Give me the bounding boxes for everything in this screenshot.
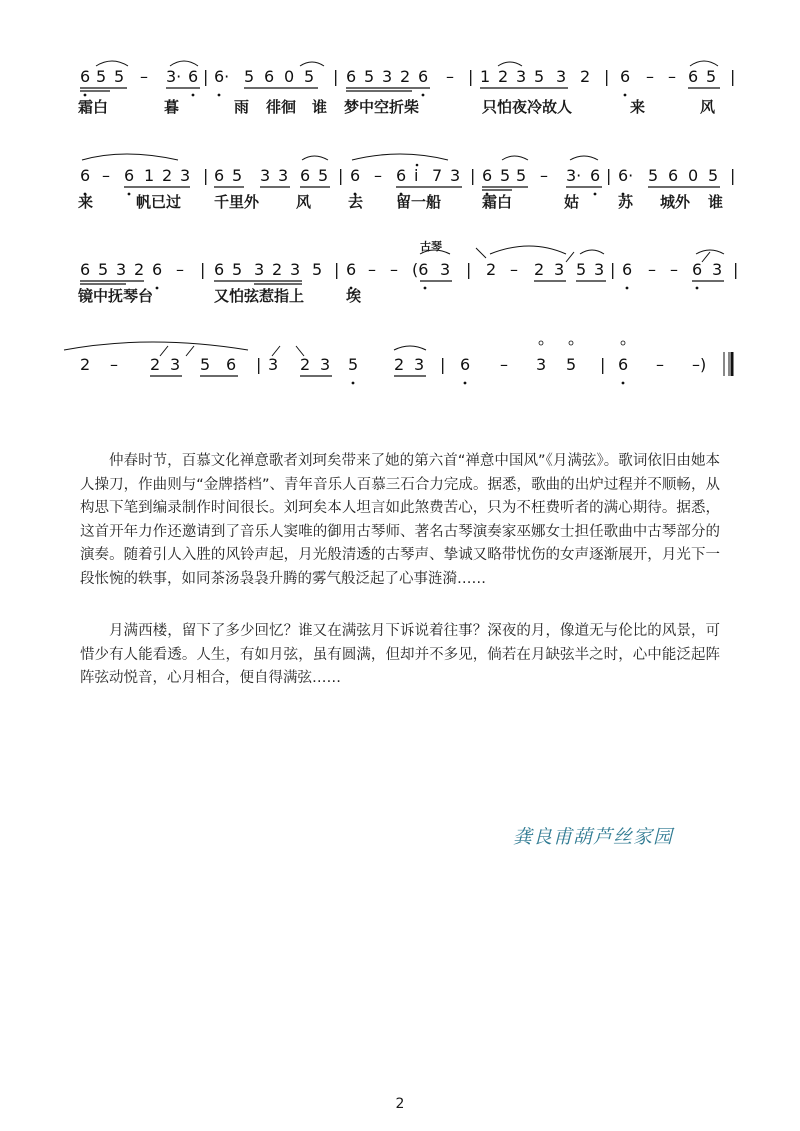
lyric: 梦中空折柴 — [344, 98, 420, 116]
lyric: 留一船 — [396, 193, 442, 211]
lyric: 谁 — [708, 193, 724, 211]
svg-text:–: – — [140, 67, 148, 86]
svg-text:–: – — [670, 260, 678, 279]
svg-text:6: 6 — [264, 67, 275, 86]
svg-text:–: – — [668, 67, 676, 86]
jianpu-score — [0, 0, 800, 400]
svg-text:3: 3 — [556, 67, 567, 86]
svg-text:6: 6 — [590, 166, 601, 185]
svg-text:|: | — [203, 166, 209, 185]
svg-text:5: 5 — [114, 67, 125, 86]
svg-text:3: 3 — [440, 260, 451, 279]
svg-text:6: 6 — [622, 260, 633, 279]
svg-text:|: | — [606, 166, 612, 185]
svg-text:3: 3 — [290, 260, 301, 279]
site-signature: 龚良甫葫芦丝家园 — [513, 826, 674, 848]
article-paragraph-2: 月满西楼，留下了多少回忆？谁又在满弦月下诉说着往事？深夜的月，像道无与伦比的风景，可惜少有人能看透。人生，有如月弦，虽有圆满，但却并不多见，倘若在月缺弦半之时，心中能泛起阵阵弦动悦音，心月相合，便自得满弦…… — [80, 623, 720, 686]
svg-text:–: – — [176, 260, 184, 279]
svg-text:|: | — [470, 166, 476, 185]
svg-text:i: i — [414, 166, 419, 185]
lyric: 暮 — [164, 98, 180, 116]
svg-text:6: 6 — [668, 166, 679, 185]
lyric: 风 — [700, 98, 716, 116]
score-row-2 — [80, 154, 735, 195]
lyric: 姑 — [564, 193, 580, 211]
svg-text:0: 0 — [688, 166, 699, 185]
svg-text:–): –) — [692, 355, 707, 374]
svg-text:|: | — [730, 166, 736, 185]
svg-text:2: 2 — [580, 67, 591, 86]
svg-text:6: 6 — [80, 166, 91, 185]
svg-text:–: – — [374, 166, 382, 185]
svg-text:2: 2 — [394, 355, 405, 374]
svg-text:5: 5 — [566, 355, 577, 374]
svg-text:6: 6 — [346, 260, 357, 279]
svg-text:2: 2 — [300, 355, 311, 374]
svg-text:6: 6 — [226, 355, 237, 374]
svg-text:6·: 6· — [618, 166, 634, 185]
svg-text:|: | — [200, 260, 206, 279]
svg-text:6: 6 — [482, 166, 493, 185]
svg-text:|: | — [730, 67, 736, 86]
lyric: 去 — [348, 193, 364, 211]
svg-text:6: 6 — [618, 355, 629, 374]
svg-text:3: 3 — [278, 166, 289, 185]
svg-text:–: – — [510, 260, 518, 279]
lyric: 苏 — [618, 193, 634, 211]
svg-text:|: | — [440, 355, 446, 374]
svg-text:5: 5 — [96, 67, 107, 86]
svg-text:3·: 3· — [166, 67, 182, 86]
svg-text:2: 2 — [80, 355, 91, 374]
svg-text:6: 6 — [152, 260, 163, 279]
lyric: 风 — [296, 193, 312, 211]
page-number: 2 — [395, 1096, 405, 1112]
svg-text:5: 5 — [304, 67, 315, 86]
svg-text:6: 6 — [346, 67, 357, 86]
svg-text:3: 3 — [170, 355, 181, 374]
lyric: 只怕夜冷故人 — [482, 98, 573, 116]
svg-text:6: 6 — [80, 260, 91, 279]
svg-text:|: | — [203, 67, 209, 86]
svg-text:3·: 3· — [566, 166, 582, 185]
svg-text:–: – — [648, 260, 656, 279]
svg-text:5: 5 — [576, 260, 587, 279]
svg-text:1: 1 — [480, 67, 491, 86]
lyric: 雨 — [234, 98, 250, 116]
svg-text:5: 5 — [500, 166, 511, 185]
lyric: 来 — [78, 193, 94, 211]
svg-text:6: 6 — [688, 67, 699, 86]
svg-text:2: 2 — [400, 67, 411, 86]
svg-text:2: 2 — [150, 355, 161, 374]
score-row-4 — [64, 341, 732, 384]
svg-text:6: 6 — [124, 166, 135, 185]
svg-text:5: 5 — [516, 166, 527, 185]
svg-text:(6: (6 — [412, 260, 429, 279]
svg-text:2: 2 — [272, 260, 283, 279]
score-row-1 — [80, 61, 735, 96]
svg-text:6·: 6· — [214, 67, 230, 86]
svg-text:–: – — [368, 260, 376, 279]
svg-text:6: 6 — [350, 166, 361, 185]
svg-text:2: 2 — [162, 166, 173, 185]
svg-text:–: – — [446, 67, 454, 86]
svg-text:–: – — [656, 355, 664, 374]
article-paragraph-1: 仲春时节，百慕文化禅意歌者刘珂矣带来了她的第六首“禅意中国风”《月满弦》。歌词依旧由她本人操刀，作曲则与“金牌搭档”、青年音乐人百慕三石合力完成。据悉，歌曲的出炉过程并不顺畅，从构思下笔到编录制作时间很长。刘珂矣本人坦言如此煞费苦心，只为不枉费听者的满心期待。据悉，这首开年力作还邀请到了音乐人窦唯的御用古琴师、著名古琴演奏家巫娜女士担任歌曲中古琴部分的演奏。随着引人入胜的风铃声起，月光般清透的古琴声、挚诚又略带忧伤的女声逐渐展开，月光下一段怅惋的轶事，如同茶汤袅袅升腾的雾气般泛起了心事涟漪…… — [80, 453, 720, 587]
svg-text:5: 5 — [232, 166, 243, 185]
svg-text:5: 5 — [244, 67, 255, 86]
svg-text:6: 6 — [214, 166, 225, 185]
svg-text:3: 3 — [180, 166, 191, 185]
svg-text:5: 5 — [364, 67, 375, 86]
svg-text:6: 6 — [692, 260, 703, 279]
svg-text:3: 3 — [712, 260, 723, 279]
svg-text:5: 5 — [534, 67, 545, 86]
lyric: 霜白 — [482, 193, 513, 211]
svg-text:–: – — [500, 355, 508, 374]
svg-text:5: 5 — [98, 260, 109, 279]
svg-text:–: – — [646, 67, 654, 86]
lyric: 霜白 — [78, 98, 109, 116]
svg-text:6: 6 — [214, 260, 225, 279]
svg-text:5: 5 — [232, 260, 243, 279]
svg-text:6: 6 — [396, 166, 407, 185]
svg-text:6: 6 — [300, 166, 311, 185]
lyric: 城外 — [660, 193, 691, 211]
svg-text:2: 2 — [498, 67, 509, 86]
svg-text:5: 5 — [312, 260, 323, 279]
lyric: 徘徊 — [266, 98, 297, 116]
svg-text:6: 6 — [460, 355, 471, 374]
score-row-3 — [80, 246, 738, 289]
lyric: 镜中抚琴台 — [78, 287, 154, 305]
svg-text:|: | — [468, 67, 474, 86]
svg-text:|: | — [466, 260, 472, 279]
lyric: 埃 — [346, 287, 362, 305]
svg-text:|: | — [338, 166, 344, 185]
svg-text:3: 3 — [554, 260, 565, 279]
svg-text:3: 3 — [254, 260, 265, 279]
svg-text:6: 6 — [418, 67, 429, 86]
svg-text:3: 3 — [116, 260, 127, 279]
svg-text:|: | — [256, 355, 262, 374]
svg-text:5: 5 — [708, 166, 719, 185]
svg-text:0: 0 — [284, 67, 295, 86]
svg-text:3: 3 — [594, 260, 605, 279]
svg-text:2: 2 — [486, 260, 497, 279]
svg-text:3: 3 — [414, 355, 425, 374]
svg-text:5: 5 — [200, 355, 211, 374]
svg-text:–: – — [390, 260, 398, 279]
svg-text:6: 6 — [80, 67, 91, 86]
guqin-annotation: 古琴 — [420, 240, 442, 253]
svg-text:6: 6 — [620, 67, 631, 86]
lyric: 千里外 — [214, 193, 260, 211]
svg-text:|: | — [610, 260, 616, 279]
svg-text:|: | — [333, 67, 339, 86]
lyric: 又怕弦惹指上 — [214, 287, 305, 305]
svg-text:3: 3 — [268, 355, 279, 374]
svg-text:5: 5 — [706, 67, 717, 86]
lyric: 谁 — [312, 98, 328, 116]
svg-text:3: 3 — [450, 166, 461, 185]
svg-text:–: – — [540, 166, 548, 185]
svg-text:6: 6 — [188, 67, 199, 86]
svg-text:3: 3 — [382, 67, 393, 86]
svg-text:1: 1 — [144, 166, 155, 185]
svg-text:5: 5 — [648, 166, 659, 185]
svg-text:|: | — [600, 355, 606, 374]
svg-text:3: 3 — [320, 355, 331, 374]
svg-text:2: 2 — [134, 260, 145, 279]
svg-text:|: | — [604, 67, 610, 86]
svg-text:|: | — [334, 260, 340, 279]
svg-text:3: 3 — [536, 355, 547, 374]
svg-text:7: 7 — [432, 166, 443, 185]
svg-text:3: 3 — [260, 166, 271, 185]
svg-text:2: 2 — [534, 260, 545, 279]
svg-text:|: | — [733, 260, 739, 279]
svg-text:–: – — [110, 355, 118, 374]
lyric: 来 — [630, 98, 646, 116]
svg-text:5: 5 — [348, 355, 359, 374]
svg-text:5: 5 — [318, 166, 329, 185]
lyric: 帆已过 — [136, 193, 182, 211]
svg-text:3: 3 — [516, 67, 527, 86]
svg-text:–: – — [102, 166, 110, 185]
